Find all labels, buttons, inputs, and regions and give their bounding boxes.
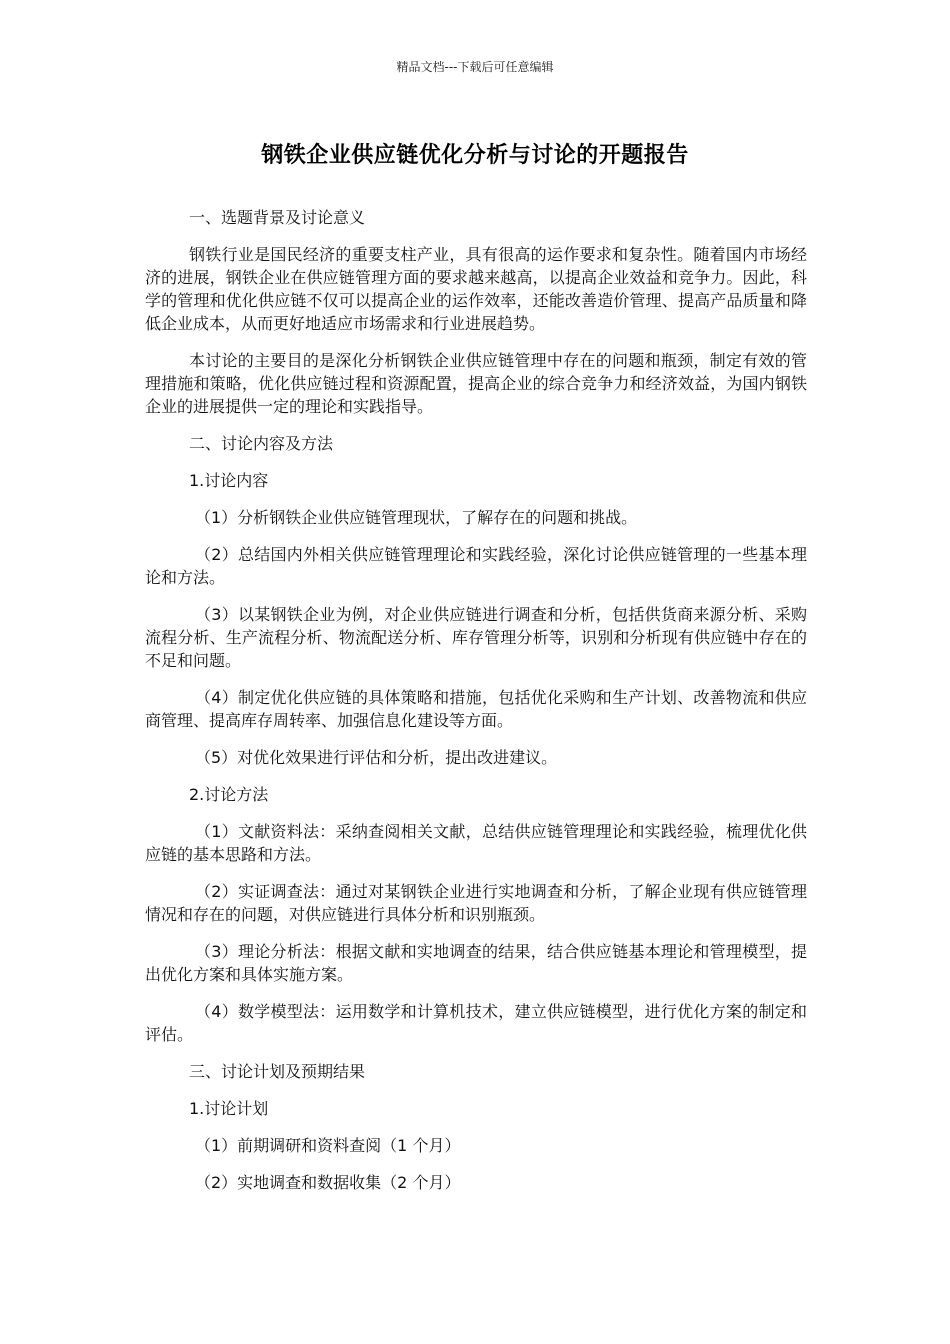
subsection-heading: 1.讨论内容: [189, 471, 269, 490]
document-title: 钢铁企业供应链优化分析与讨论的开题报告: [261, 143, 689, 168]
subsection-heading: 1.讨论计划: [189, 1099, 269, 1118]
section-heading: 三、讨论计划及预期结果: [189, 1062, 366, 1081]
list-item: （2）实地调查和数据收集（2 个月）: [195, 1173, 461, 1192]
list-item: （4）数学模型法：运用数学和计算机技术，建立供应链模型，进行优化方案的制定和评估。: [145, 1002, 807, 1044]
list-item: （5）对优化效果进行评估和分析，提出改进建议。: [195, 748, 558, 767]
page-header: 精品文档---下载后可任意编辑: [396, 60, 554, 74]
list-item: （3）理论分析法：根据文献和实地调查的结果，结合供应链基本理论和管理模型，提出优化方案和具体实施方案。: [145, 942, 807, 984]
list-item: （1）文献资料法：采纳查阅相关文献，总结供应链管理理论和实践经验，梳理优化供应链的基本思路和方法。: [145, 822, 807, 864]
section-heading: 二、讨论内容及方法: [189, 434, 334, 453]
list-item: （4）制定优化供应链的具体策略和措施，包括优化采购和生产计划、改善物流和供应商管理、提高库存周转率、加强信息化建设等方面。: [145, 688, 807, 730]
list-item: （3）以某钢铁企业为例，对企业供应链进行调查和分析，包括供货商来源分析、采购流程分析、生产流程分析、物流配送分析、库存管理分析等，识别和分析现有供应链中存在的不足和问题。: [145, 605, 807, 670]
list-item: （2）总结国内外相关供应链管理理论和实践经验，深化讨论供应链管理的一些基本理论和方法。: [145, 545, 807, 587]
paragraph: 本讨论的主要目的是深化分析钢铁企业供应链管理中存在的问题和瓶颈，制定有效的管理措施和策略，优化供应链过程和资源配置，提高企业的综合竞争力和经济效益，为国内钢铁企业的进展提供一定的理论和实践指导。: [145, 351, 807, 416]
document-body: [145, 206, 807, 1208]
paragraph: 钢铁行业是国民经济的重要支柱产业，具有很高的运作要求和复杂性。随着国内市场经济的进展，钢铁企业在供应链管理方面的要求越来越高，以提高企业效益和竞争力。因此，科学的管理和优化供应链不仅可以提高企业的运作效率，还能改善造价管理、提高产品质量和降低企业成本，从而更好地适应市场需求和行业进展趋势。: [145, 245, 807, 333]
section-heading: 一、选题背景及讨论意义: [189, 208, 366, 227]
list-item: （1）分析钢铁企业供应链管理现状，了解存在的问题和挑战。: [195, 508, 638, 527]
subsection-heading: 2.讨论方法: [189, 785, 269, 804]
list-item: （1）前期调研和资料查阅（1 个月）: [195, 1136, 461, 1155]
list-item: （2）实证调查法：通过对某钢铁企业进行实地调查和分析，了解企业现有供应链管理情况和存在的问题，对供应链进行具体分析和识别瓶颈。: [145, 882, 807, 924]
